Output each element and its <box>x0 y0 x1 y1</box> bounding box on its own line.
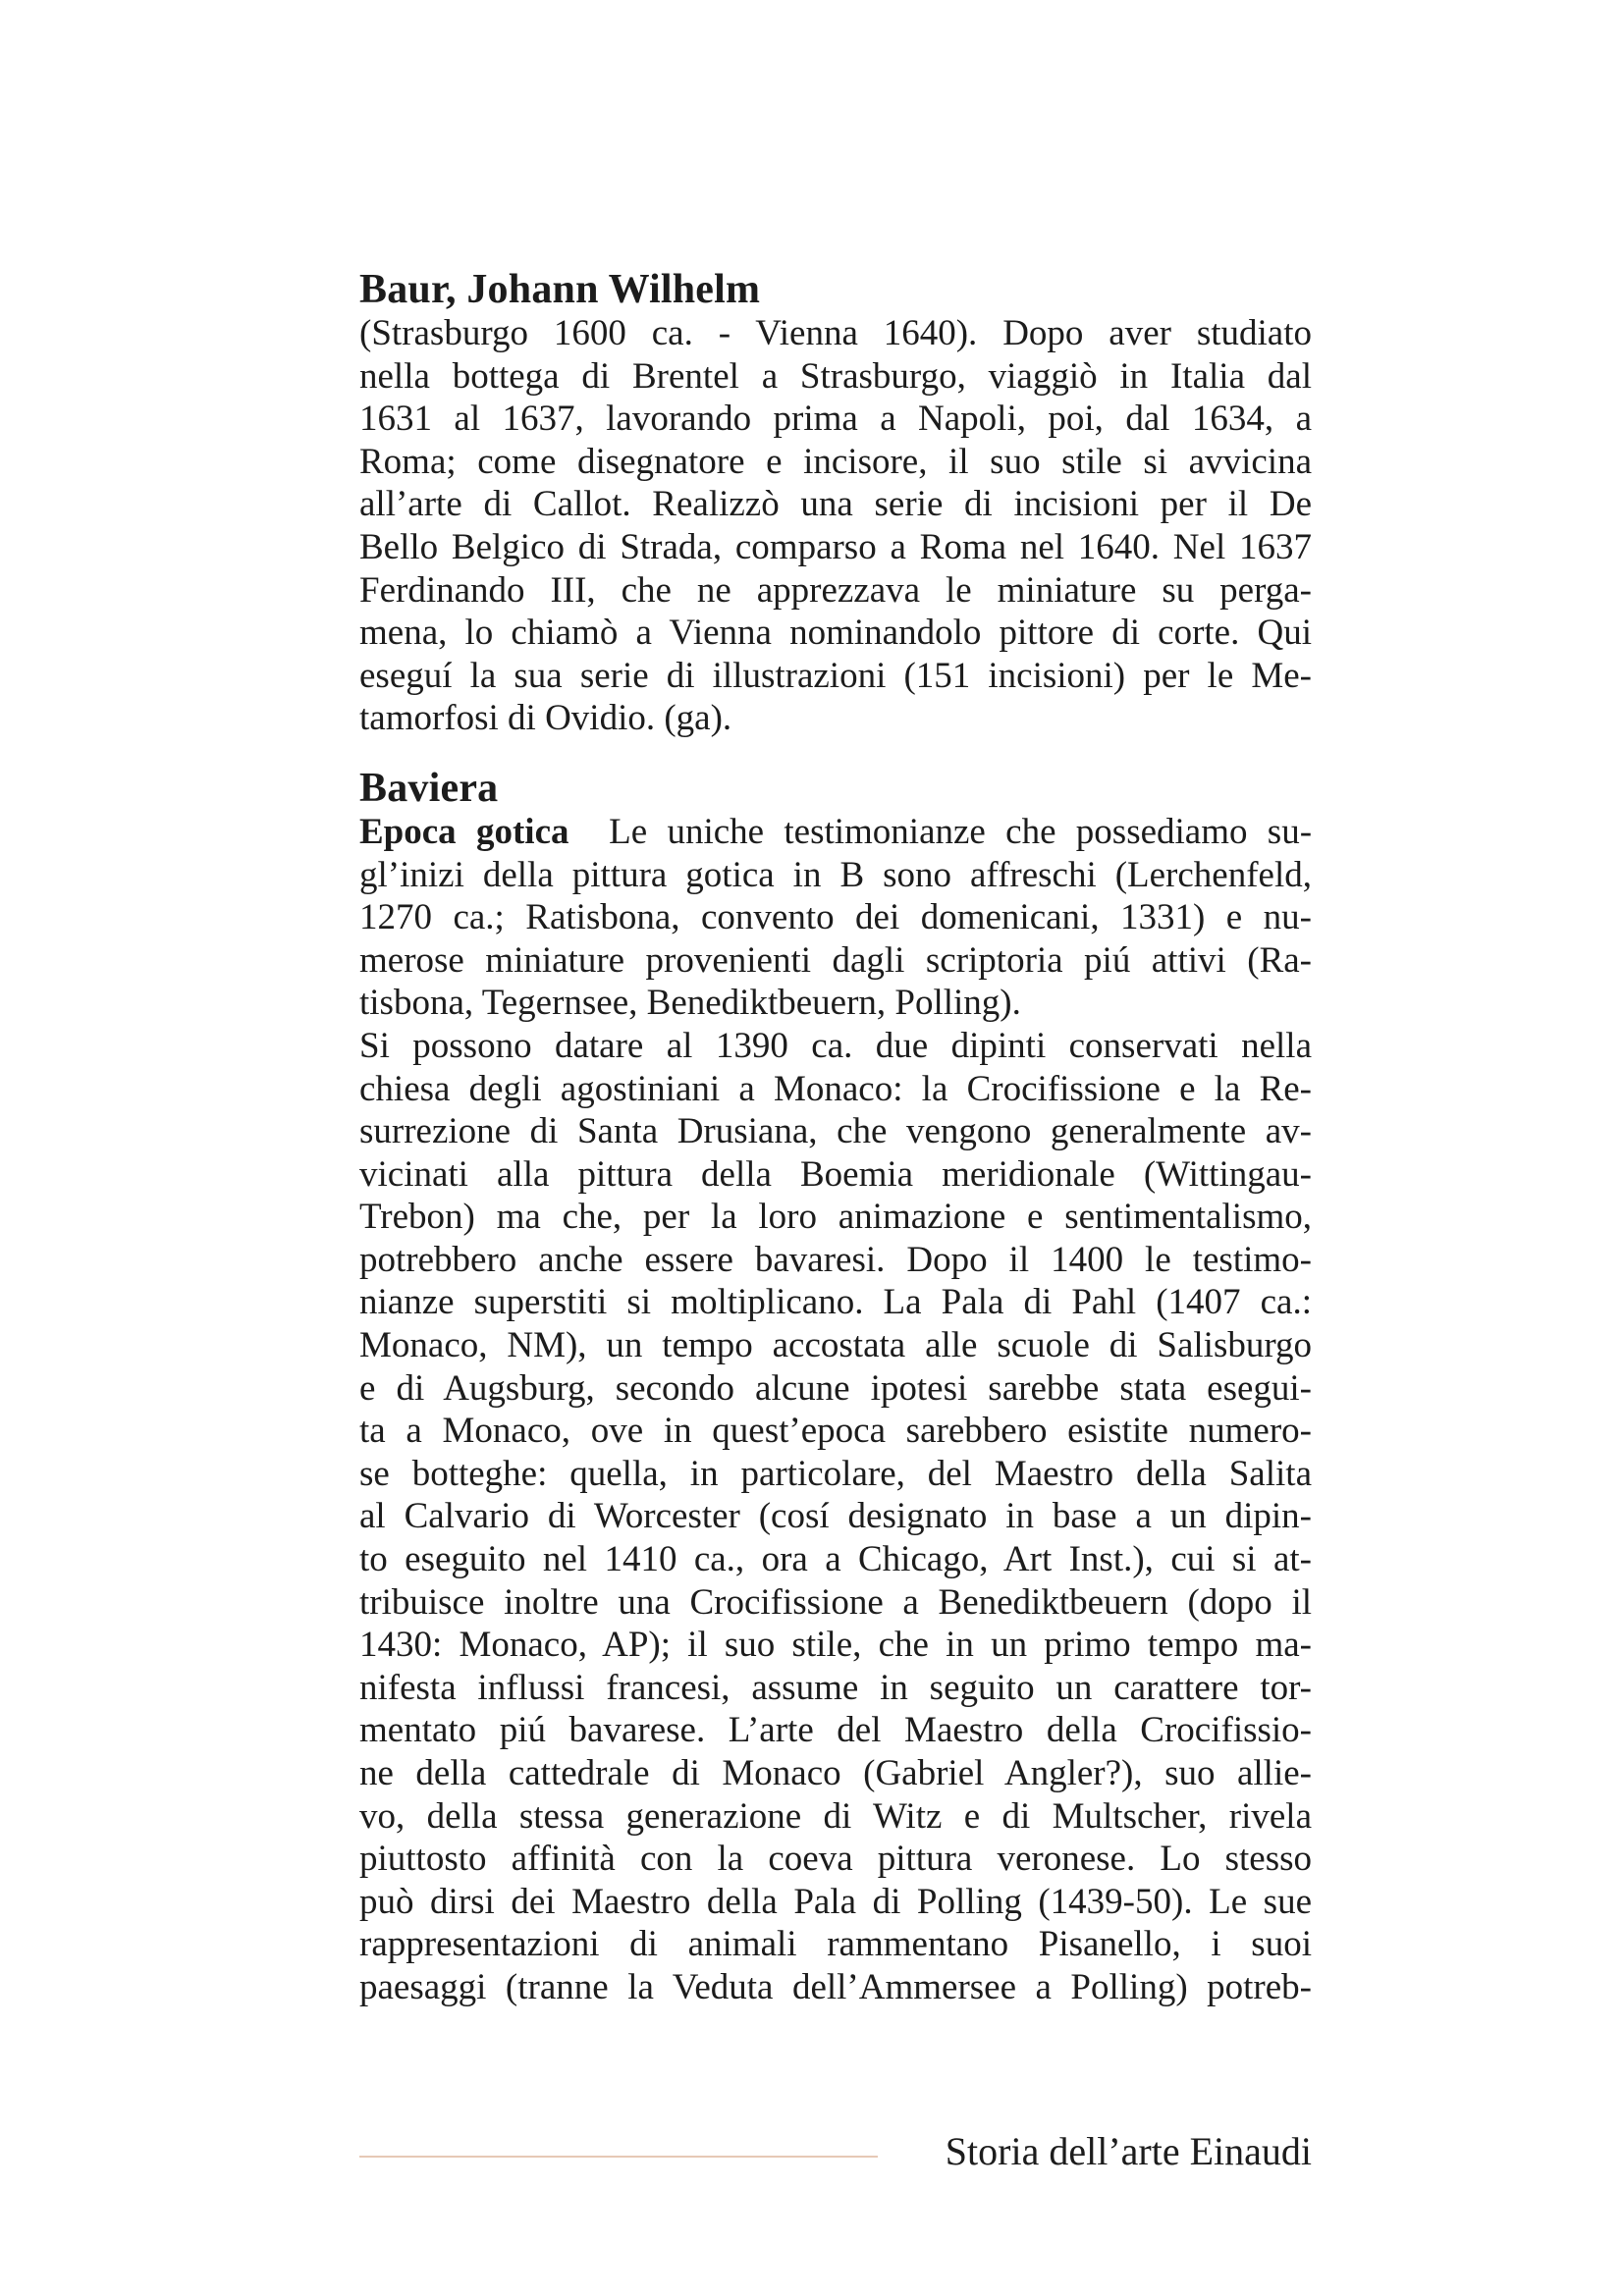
text-line: gl’inizi della pittura gotica in B sono affreschi (Lerchenfeld, <box>359 854 1312 895</box>
entry-baviera <box>359 766 1312 2009</box>
text-line: può dirsi dei Maestro della Pala di Polling (1439-50). Le sue <box>359 1881 1312 1922</box>
text-line: eseguí la sua serie di illustrazioni (151 incisioni) per le Me- <box>359 655 1312 696</box>
text-line: tribuisce inoltre una Crocifissione a Benediktbeuern (dopo il <box>359 1581 1312 1623</box>
text-line: merose miniature provenienti dagli scriptoria piú attivi (Ra- <box>359 939 1312 981</box>
text-line: all’arte di Callot. Realizzò una serie di incisioni per il De <box>359 484 1312 525</box>
text-line: (Strasburgo 1600 ca. - Vienna 1640). Dopo aver studiato <box>359 313 1312 353</box>
text-line: 1430: Monaco, AP); il suo stile, che in un primo tempo ma- <box>359 1625 1312 1666</box>
text-line: mena, lo chiamò a Vienna nominandolo pittore di corte. Qui <box>359 613 1312 654</box>
text-line: tisbona, Tegernsee, Benediktbeuern, Polling). <box>359 983 1021 1024</box>
entry-title: Baur, Johann Wilhelm <box>359 267 761 312</box>
text-line: vo, della stessa generazione di Witz e di Multscher, rivela <box>359 1795 1312 1837</box>
text-line: rappresentazioni di animali rammentano Pisanello, i suoi <box>359 1924 1312 1965</box>
text-line: 1631 al 1637, lavorando prima a Napoli, poi, dal 1634, a <box>359 399 1312 440</box>
text-line: ta a Monaco, ove in quest’epoca sarebbero esistite numero- <box>359 1411 1312 1452</box>
text-line: mentato piú bavarese. L’arte del Maestro della Crocifissio- <box>359 1710 1312 1751</box>
text-line: 1270 ca.; Ratisbona, convento dei domenicani, 1331) e nu- <box>359 897 1312 938</box>
text-line: Bello Belgico di Strada, comparso a Roma nel 1640. Nel 1637 <box>359 526 1312 567</box>
entry-body <box>359 312 1312 740</box>
text-line: e di Augsburg, secondo alcune ipotesi sarebbe stata esegui- <box>359 1367 1312 1409</box>
text-line: nianze superstiti si moltiplicano. La Pala di Pahl (1407 ca.: <box>359 1282 1312 1323</box>
text-line: Si possono datare al 1390 ca. due dipinti conservati nella <box>359 1025 1312 1066</box>
subheading: Epoca gotica <box>359 811 569 852</box>
entry-title: Baviera <box>359 765 499 811</box>
text-line: surrezione di Santa Drusiana, che vengono generalmente av- <box>359 1111 1312 1152</box>
text-fragment: Le uniche testimonianze che possediamo su- <box>609 811 1313 852</box>
page-content <box>359 267 1312 2009</box>
text-line: Roma; come disegnatore e incisore, il suo stile si avvicina <box>359 441 1312 482</box>
text-line: Trebon) ma che, per la loro animazione e sentimentalismo, <box>359 1197 1312 1238</box>
entry-body <box>359 811 1312 2009</box>
text-line <box>359 811 1312 854</box>
text-line: ne della cattedrale di Monaco (Gabriel Angler?), suo allie- <box>359 1753 1312 1793</box>
text-line: paesaggi (tranne la Veduta dell’Ammersee a Polling) potreb- <box>359 1966 1312 2007</box>
text-line: Ferdinando III, che ne apprezzava le miniature su perga- <box>359 569 1312 611</box>
footer-rule <box>359 2156 878 2158</box>
footer-title: Storia dell’arte Einaudi <box>945 2129 1312 2173</box>
text-line: potrebbero anche essere bavaresi. Dopo il 1400 le testimo- <box>359 1239 1312 1280</box>
entry-baur <box>359 267 1312 740</box>
text-line: tamorfosi di Ovidio. (ga). <box>359 698 732 739</box>
text-line: nella bottega di Brentel a Strasburgo, viaggiò in Italia dal <box>359 355 1312 397</box>
text-line: piuttosto affinità con la coeva pittura veronese. Lo stesso <box>359 1839 1312 1880</box>
text-line: nifesta influssi francesi, assume in seguito un carattere tor- <box>359 1667 1312 1708</box>
text-line: to eseguito nel 1410 ca., ora a Chicago, Art Inst.), cui si at- <box>359 1539 1312 1580</box>
text-line: chiesa degli agostiniani a Monaco: la Crocifissione e la Re- <box>359 1068 1312 1109</box>
text-line: Monaco, NM), un tempo accostata alle scuole di Salisburgo <box>359 1325 1312 1366</box>
text-line: vicinati alla pittura della Boemia meridionale (Wittingau- <box>359 1153 1312 1195</box>
text-line: se botteghe: quella, in particolare, del Maestro della Salita <box>359 1453 1312 1494</box>
text-line: al Calvario di Worcester (cosí designato in base a un dipin- <box>359 1496 1312 1537</box>
